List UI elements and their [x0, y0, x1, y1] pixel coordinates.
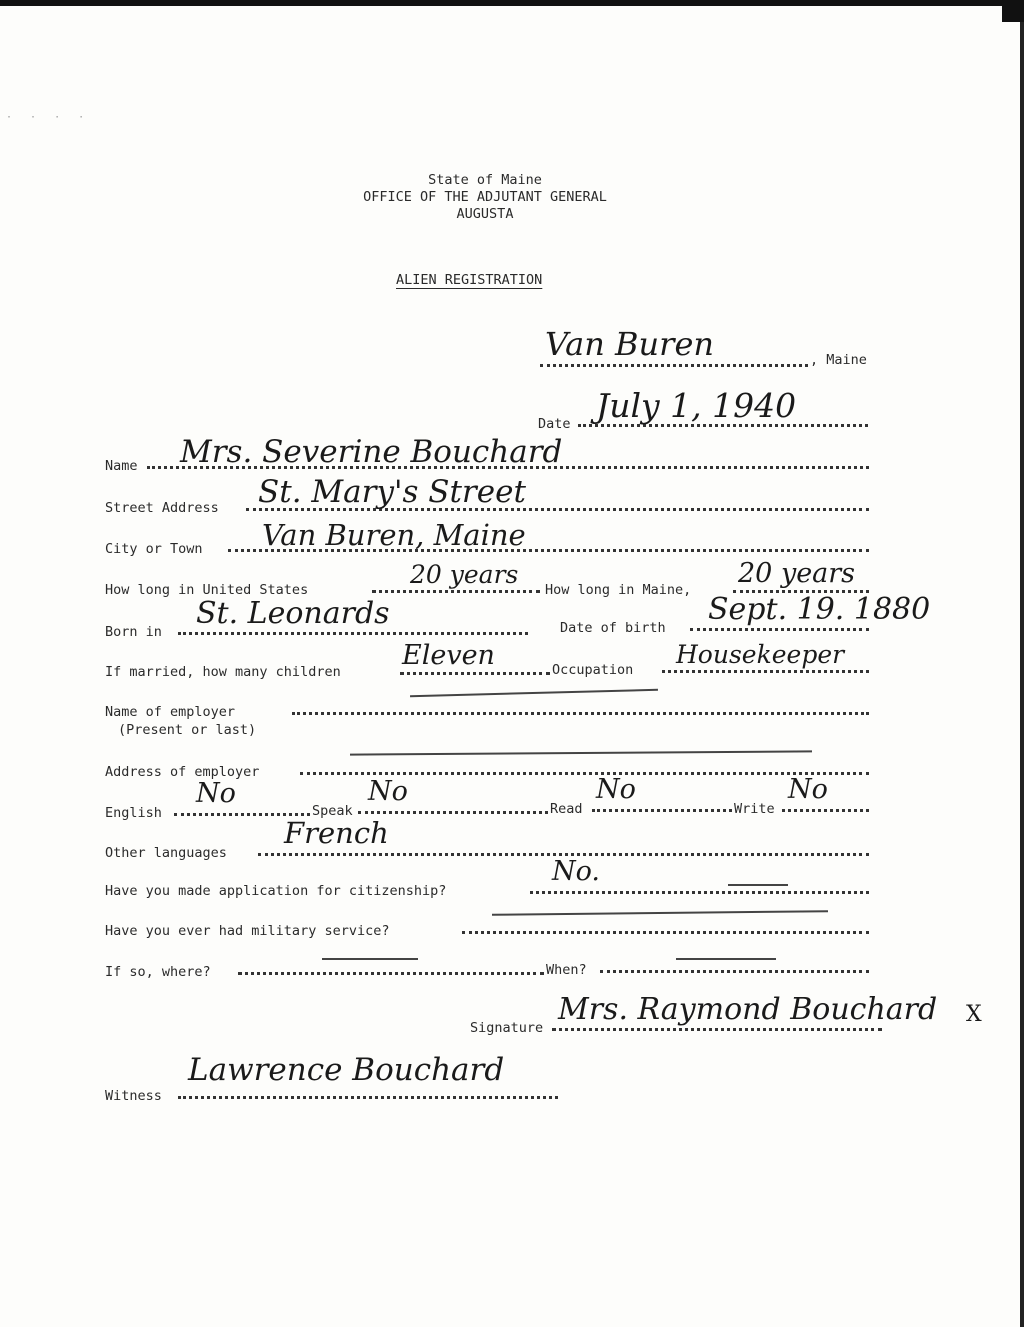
signature-label: Signature: [470, 1020, 544, 1036]
write-label: Write: [734, 801, 775, 817]
other-languages-value: French: [284, 816, 389, 850]
street-value: St. Mary's Street: [258, 474, 526, 510]
children-label: If married, how many children: [105, 664, 341, 680]
how-long-us-value: 20 years: [410, 560, 519, 589]
city-label: City or Town: [105, 541, 203, 557]
read-label: Read: [550, 801, 583, 817]
born-in-dotted-line: [178, 632, 528, 635]
where-label: If so, where?: [105, 964, 211, 980]
citizenship-label: Have you made application for citizenship?: [105, 883, 447, 899]
date-of-birth-label: Date of birth: [560, 620, 666, 636]
header-office: OFFICE OF THE ADJUTANT GENERAL: [363, 189, 607, 205]
employer-address-dotted-line: [300, 772, 869, 775]
name-label: Name: [105, 458, 138, 474]
when-dash: [676, 958, 776, 960]
witness-label: Witness: [105, 1088, 162, 1104]
scan-specks: · · · ·: [6, 112, 91, 123]
witness-value: Lawrence Bouchard: [188, 1052, 505, 1088]
read-value: No: [596, 774, 636, 805]
date-value: July 1, 1940: [596, 386, 797, 425]
scan-corner-mark: [1002, 0, 1024, 22]
street-label: Street Address: [105, 500, 219, 516]
other-languages-label: Other languages: [105, 845, 227, 861]
speak-value: No: [368, 776, 408, 807]
employer-name-dash: [410, 689, 658, 697]
write-dotted-line: [782, 809, 869, 812]
where-dash: [322, 958, 418, 960]
date-of-birth-dotted-line: [690, 628, 869, 631]
date-of-birth-value: Sept. 19. 1880: [708, 592, 931, 627]
name-value: Mrs. Severine Bouchard: [180, 434, 563, 470]
signature-mark: X: [966, 1002, 982, 1027]
military-label: Have you ever had military service?: [105, 923, 390, 939]
maine-suffix: , Maine: [810, 352, 867, 368]
scan-border-top: [0, 0, 1024, 6]
born-in-label: Born in: [105, 624, 162, 640]
speak-dotted-line: [358, 811, 548, 814]
speak-label: Speak: [312, 803, 353, 819]
employer-name-dotted-line: [292, 712, 869, 715]
occupation-value: Housekeeper: [676, 640, 845, 669]
how-long-maine-value: 20 years: [738, 558, 856, 589]
english-value: No: [196, 778, 236, 809]
write-value: No: [788, 774, 828, 805]
when-label: When?: [546, 962, 587, 978]
occupation-label: Occupation: [552, 662, 634, 678]
date-label: Date: [538, 416, 571, 432]
scan-border-right: [1020, 0, 1024, 1327]
military-dotted-line: [462, 931, 869, 934]
town-value: Van Buren: [545, 325, 714, 363]
signature-dotted-line: [552, 1028, 882, 1031]
signature-value: Mrs. Raymond Bouchard: [558, 992, 938, 1027]
children-dotted-line: [400, 672, 550, 675]
employer-name-label: Name of employer: [105, 704, 236, 720]
born-in-value: St. Leonards: [196, 596, 390, 631]
citizenship-dotted-line: [530, 891, 869, 894]
employer-note: (Present or last): [118, 722, 257, 738]
citizenship-dash: [728, 884, 788, 886]
children-value: Eleven: [402, 640, 495, 671]
employer-address-dash: [350, 750, 812, 755]
how-long-maine-label: How long in Maine,: [545, 582, 692, 598]
when-dotted-line: [600, 970, 869, 973]
header-state: State of Maine: [428, 172, 542, 188]
document-header: [0, 172, 970, 223]
english-label: English: [105, 805, 162, 821]
city-value: Van Buren, Maine: [262, 518, 526, 552]
how-long-us-dotted-line: [372, 590, 540, 593]
occupation-dotted-line: [662, 670, 869, 673]
citizenship-value: No.: [552, 856, 600, 887]
header-city: AUGUSTA: [456, 206, 514, 222]
where-dotted-line: [238, 972, 544, 975]
employer-address-label: Address of employer: [105, 764, 260, 780]
read-dotted-line: [592, 809, 732, 812]
military-dash: [492, 910, 828, 916]
witness-dotted-line: [178, 1096, 558, 1099]
how-long-us-label: How long in United States: [105, 582, 309, 598]
town-dotted-line: [540, 364, 808, 367]
form-title: ALIEN REGISTRATION: [396, 272, 543, 288]
